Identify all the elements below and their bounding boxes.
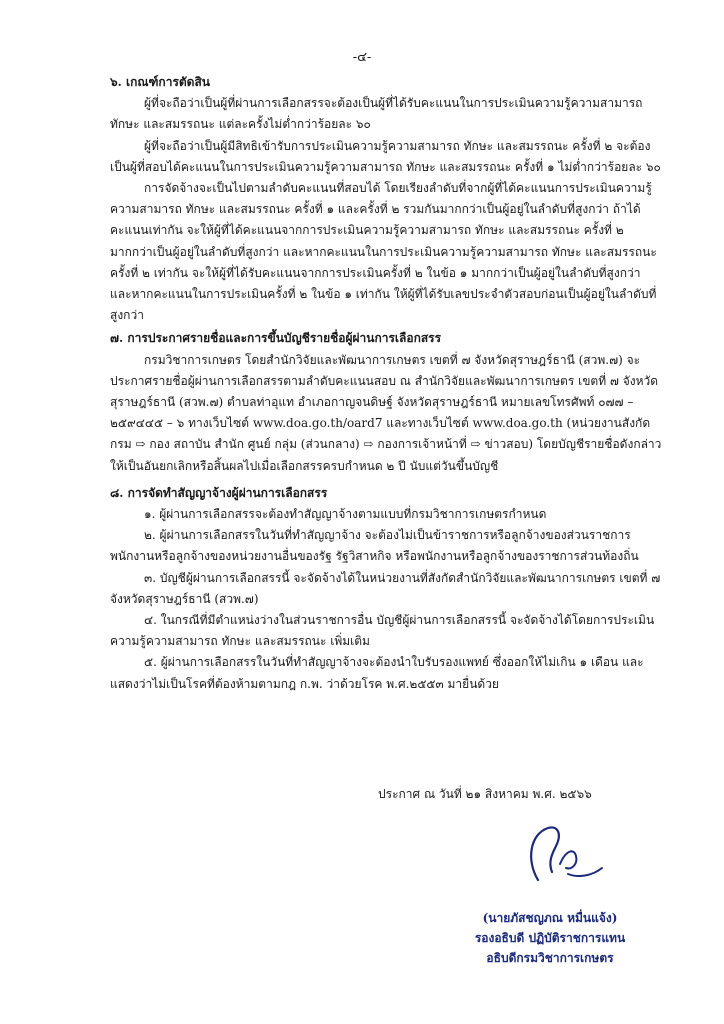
section-7-text-main: กรมวิชาการเกษตร โดยสำนักวิจัยและพัฒนาการเกษตร เขตที่ ๗ จังหวัดสุราษฎร์ธานี (สวพ.๗) จะประกาศรายชื่อผู้ผ่านการเลือกสรรตามลำดับคะแนนสอบ ณ สำนักวิจัยและพัฒนาการเกษตร เขตที่ ๗ จังหวัดสุราษฎร์ธานี (สวพ.๗) ตำบลท่าอุแท อำเภอกาญจนดิษฐ์ จังหวัดสุราษฎร์ธานี หมายเลขโทรศัพท์ ๐๗๗ – ๒๕๙๔๔๕ – ๖ ทางเว็บไซต์ www.doa.go.th/oard7 และทางเว็บไซต์ www.doa.go.th (หน่วยงานสังกัดกรม — [110, 352, 659, 452]
signer-title-2: อธิบดีกรมวิชาการเกษตร — [486, 951, 614, 965]
section-7-paragraph — [110, 350, 664, 477]
section-8-heading: ๘. การจัดทำสัญญาจ้างผู้ผ่านการเลือกสรร — [110, 485, 328, 500]
right-arrow-icon: ⇨ — [135, 437, 146, 452]
signer-block — [430, 908, 670, 968]
section-6-paragraph-3: การจัดจ้างจะเป็นไปตามลำดับคะแนนที่สอบได้ โดยเรียงลำดับที่จากผู้ที่ได้คะแนนการประเมินความรู้ความสามารถ ทักษะ และสมรรถนะ ครั้งที่ ๑ และครั้งที่ ๒ รวมกันมากกว่าเป็นผู้อยู่ในลำดับที่สูงกว่า ถ้าได้คะแนนเท่ากัน จะให้ผู้ที่ได้คะแนนจากการประเมินความรู้ความสามารถ ทักษะ และสมรรถนะ ครั้งที่ ๒ มากกว่าเป็นผู้อยู่ในลำดับที่สูงกว่า และหากคะแนนในการประเมินความรู้ความสามารถ ทักษะ และสมรรถนะ ครั้งที่ ๒ เท่ากัน จะให้ผู้ที่ได้รับคะแนนจากการประเมินครั้งที่ ๒ ในข้อ ๑ มากกว่าเป็นผู้อยู่ในลำดับที่สูงกว่า และหากคะแนนในการประเมินครั้งที่ ๒ ในข้อ ๑ เท่ากัน ให้ผู้ที่ได้รับเลขประจำตัวสอบก่อนเป็นผู้อยู่ในลำดับที่สูงกว่า — [110, 181, 657, 323]
nav-path-news: ข่าวสอบ) โดยบัญชีรายชื่อดังกล่าวให้เป็นอันยกเลิกหรือสิ้นผลไปเมื่อเลือกสรรครบกำหนด ๒ ปี นับแต่วันขึ้นบัญชี — [110, 437, 662, 473]
section-6-paragraph-2: ผู้ที่จะถือว่าเป็นผู้มีสิทธิเข้ารับการประเมินความรู้ความสามารถ ทักษะ และสมรรถนะ ครั้งที่ ๒ จะต้องเป็นผู้ที่สอบได้คะแนนในการประเมินความรู้ความสามารถ ทักษะ และสมรรถนะ ครั้งที่ ๑ ไม่ต่ำกว่าร้อยละ ๖๐ — [110, 138, 661, 174]
section-8-item-2: ๒. ผู้ผ่านการเลือกสรรในวันที่ทำสัญญาจ้าง จะต้องไม่เป็นข้าราชการหรือลูกจ้างของส่วนราชการ พนักงานหรือลูกจ้างของหน่วยงานอื่นของรัฐ รัฐวิสาหกิจ หรือพนักงานหรือลูกจ้างของราชการส่วนท้องถิ่น — [110, 528, 639, 564]
signer-title-1: รองอธิบดี ปฏิบัติราชการแทน — [474, 931, 626, 945]
announcement-date: ประกาศ ณ วันที่ ๒๑ สิงหาคม พ.ศ. ๒๕๖๖ — [378, 787, 592, 801]
nav-path-personnel: กองการเจ้าหน้าที่ — [377, 437, 467, 452]
section-8-item-5: ๕. ผู้ผ่านการเลือกสรรในวันที่ทำสัญญาจ้างจะต้องนำใบรับรองแพทย์ ซึ่งออกให้ไม่เกิน ๑ เดือน และแสดงว่าไม่เป็นโรคที่ต้องห้ามตามกฎ ก.พ. ว่าด้วยโรค พ.ศ.๒๕๕๓ มายื่นด้วย — [110, 655, 644, 691]
section-7-heading: ๗. การประกาศรายชื่อและการขึ้นบัญชีรายชื่อผู้ผ่านการเลือกสรร — [110, 331, 442, 346]
signer-name: (นายภัสชญภณ หมื่นแจ้ง) — [482, 911, 618, 925]
section-8-item-4: ๔. ในกรณีที่มีตำแหน่งว่างในส่วนราชการอื่น บัญชีผู้ผ่านการเลือกสรรนี้ จะจัดจ้างได้โดยการประเมินความรู้ความสามารถ ทักษะ และสมรรถนะ เพิ่มเติม — [110, 613, 655, 649]
signature-graphic — [518, 820, 608, 890]
right-arrow-icon: ⇨ — [470, 437, 481, 452]
document-body — [110, 72, 664, 695]
page-number: -๔- — [352, 50, 372, 65]
section-6-heading: ๖. เกณฑ์การตัดสิน — [110, 75, 210, 89]
section-8-item-3: ๓. บัญชีผู้ผ่านการเลือกสรรนี้ จะจัดจ้างได้ในหน่วยงานที่สังกัดสำนักวิจัยและพัฒนาการเกษตร เขตที่ ๗ จังหวัดสุราษฎร์ธานี (สวพ.๗) — [110, 570, 661, 606]
right-arrow-icon: ⇨ — [363, 437, 374, 452]
section-8-item-1: ๑. ผู้ผ่านการเลือกสรรจะต้องทำสัญญาจ้างตามแบบที่กรมวิชาการเกษตรกำหนด — [144, 507, 547, 522]
section-6-paragraph-1: ผู้ที่จะถือว่าเป็นผู้ที่ผ่านการเลือกสรรจะต้องเป็นผู้ที่ได้รับคะแนนในการประเมินความรู้ความสามารถ ทักษะ และสมรรถนะ แต่ละครั้งไม่ต่ำกว่าร้อยละ ๖๐ — [110, 96, 643, 132]
nav-path-division: กอง สถาบัน สำนัก ศูนย์ กลุ่ม (ส่วนกลาง) — [149, 437, 360, 452]
